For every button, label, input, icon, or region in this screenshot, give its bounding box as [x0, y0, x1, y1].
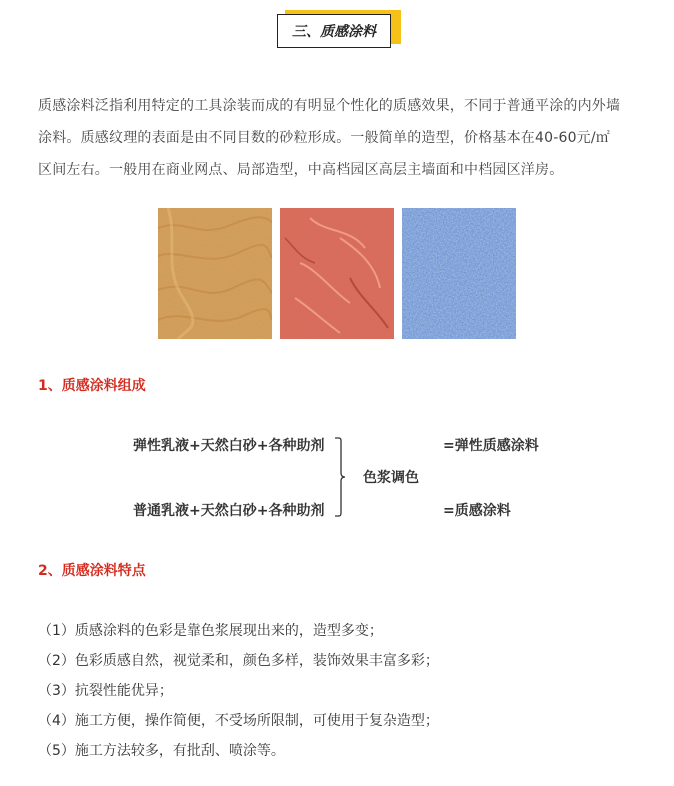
section-title-badge [277, 14, 403, 54]
intro-paragraph [38, 90, 643, 186]
list-item: （3）抗裂性能优异； [38, 683, 173, 699]
red-trowel-texture-image [280, 208, 394, 339]
orange-sand-texture-image [158, 208, 272, 339]
list-item: （5）施工方法较多，有批刮、喷涂等。 [38, 743, 285, 759]
right-brace-icon [334, 437, 348, 517]
features-heading: 2、质感涂料特点 [38, 563, 146, 579]
list-item: （4）施工方便，操作简便，不受场所限制，可使用于复杂造型； [38, 713, 439, 729]
composition-heading: 1、质感涂料组成 [38, 378, 146, 394]
formula-elastic-ingredients: 弹性乳液+天然白砂+各种助剂 [133, 438, 325, 454]
list-item: （2）色彩质感自然，视觉柔和，颜色多样，装饰效果丰富多彩； [38, 653, 439, 669]
result-elastic-texture-paint: =弹性质感涂料 [443, 438, 539, 454]
features-list [38, 616, 439, 766]
section-title: 三、质感涂料 [292, 24, 376, 40]
list-item: （1）质感涂料的色彩是靠色浆展现出来的，造型多变； [38, 623, 383, 639]
color-paste-tinting: 色浆调色 [363, 470, 419, 486]
formula-normal-ingredients: 普通乳液+天然白砂+各种助剂 [133, 503, 325, 519]
blue-granular-texture-image [402, 208, 516, 339]
intro-line: 涂料。质感纹理的表面是由不同目数的砂粒形成。一般简单的造型，价格基本在40-60元/㎡ [38, 130, 610, 146]
intro-line: 质感涂料泛指利用特定的工具涂装而成的有明显个性化的质感效果，不同于普通平涂的内外墙 [38, 98, 621, 114]
result-texture-paint: =质感涂料 [443, 503, 511, 519]
title-box [277, 14, 391, 48]
intro-line: 区间左右。一般用在商业网点、局部造型，中高档园区高层主墙面和中档园区洋房。 [38, 162, 564, 178]
